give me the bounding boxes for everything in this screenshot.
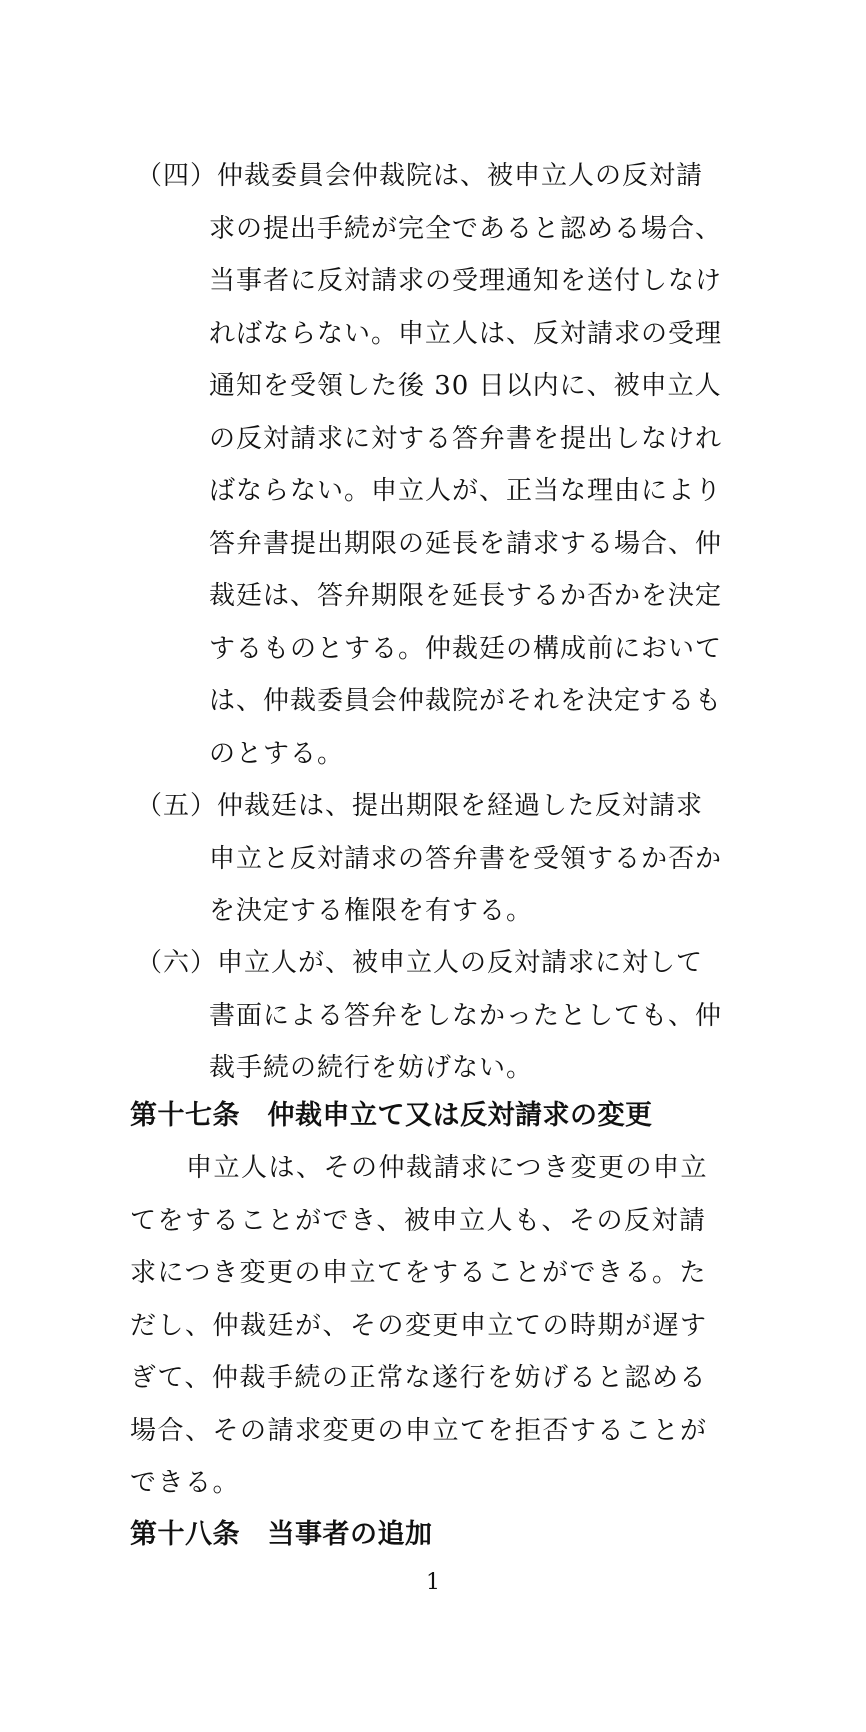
paragraph-line: 求につき変更の申立てをすることができる。た (130, 1258, 707, 1288)
clause-line: 通知を受領した後 30 日以内に、被申立人 (209, 371, 722, 401)
clause-line: するものとする。仲裁廷の構成前において (209, 633, 723, 664)
article-18-heading: 第十八条 当事者の追加 (130, 1519, 433, 1550)
clause-line: のとする。 (209, 738, 345, 769)
clause-line: 当事者に反対請求の受理通知を送付しなけ (209, 266, 723, 296)
paragraph-line: ぎて、仲裁手続の正常な遂行を妨げると認める (130, 1363, 707, 1393)
clause-item-5 (136, 780, 746, 938)
article-17-body (130, 1142, 750, 1510)
clause-line: （五）仲裁廷は、提出期限を経過した反対請求 (136, 791, 704, 821)
clause-line: ばならない。申立人が、正当な理由により (209, 476, 723, 506)
clause-line: 申立と反対請求の答弁書を受領するか否か (209, 843, 723, 874)
paragraph-line: 申立人は、その仲裁請求につき変更の申立 (186, 1153, 708, 1183)
clause-line: （四）仲裁委員会仲裁院は、被申立人の反対請 (136, 161, 704, 191)
paragraph-line: だし、仲裁廷が、その変更申立ての時期が遅す (130, 1310, 708, 1341)
clause-line: 求の提出手続が完全であると認める場合、 (209, 213, 723, 244)
clause-line: 裁手続の続行を妨げない。 (209, 1053, 534, 1083)
clause-item-4 (136, 150, 746, 780)
clause-line: は、仲裁委員会仲裁院がそれを決定するも (209, 686, 723, 716)
clause-line: の反対請求に対する答弁書を提出しなけれ (209, 423, 723, 454)
clause-line: 書面による答弁をしなかったとしても、仲 (209, 1000, 723, 1031)
clause-line: （六）申立人が、被申立人の反対請求に対して (136, 948, 704, 978)
article-17-heading: 第十七条 仲裁申立て又は反対請求の変更 (130, 1100, 653, 1131)
clause-line: 裁廷は、答弁期限を延長するか否かを決定 (209, 581, 723, 611)
clause-line: ればならない。申立人は、反対請求の受理 (209, 318, 723, 349)
paragraph-line: 場合、その請求変更の申立てを拒否することが (130, 1415, 708, 1446)
clause-item-6 (136, 937, 746, 1095)
clause-line: を決定する権限を有する。 (209, 896, 534, 926)
paragraph-line: できる。 (130, 1468, 241, 1498)
clause-line: 答弁書提出期限の延長を請求する場合、仲 (209, 528, 723, 559)
paragraph-line: てをすることができ、被申立人も、その反対請 (130, 1205, 707, 1236)
page-number: 1 (426, 1570, 440, 1595)
